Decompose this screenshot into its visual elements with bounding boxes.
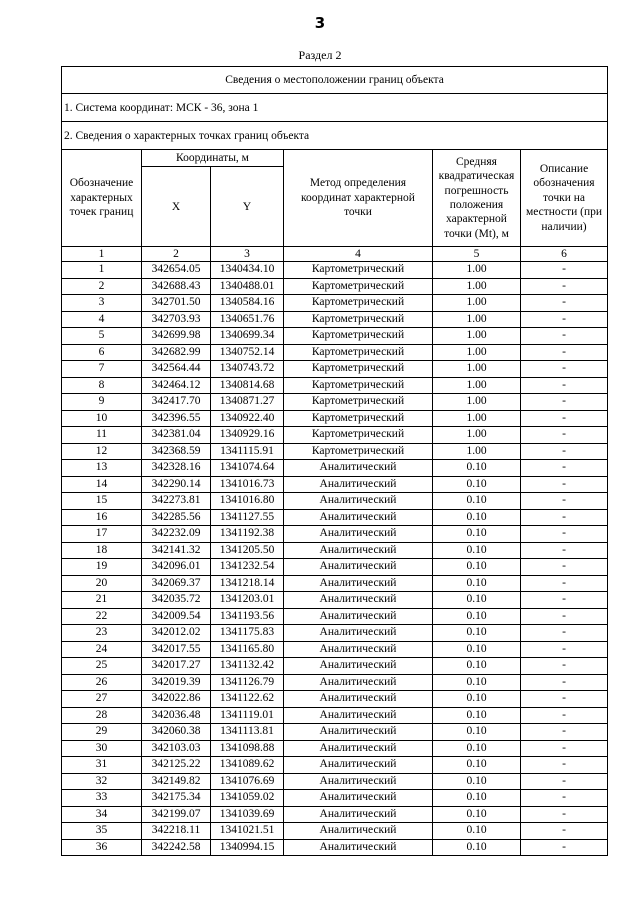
y-coordinate-cell: 1341205.50	[211, 542, 284, 559]
y-coordinate-cell: 1341115.91	[211, 443, 284, 460]
description-cell: -	[521, 806, 608, 823]
point-number-cell: 10	[62, 410, 142, 427]
table-row	[62, 625, 608, 642]
table-row	[62, 526, 608, 543]
method-cell: Аналитический	[284, 724, 433, 741]
point-number-cell: 7	[62, 361, 142, 378]
description-cell: -	[521, 394, 608, 411]
description-cell: -	[521, 575, 608, 592]
method-cell: Картометрический	[284, 344, 433, 361]
method-cell: Картометрический	[284, 262, 433, 279]
description-cell: -	[521, 344, 608, 361]
error-cell: 1.00	[433, 443, 521, 460]
x-coordinate-cell: 342103.03	[142, 740, 211, 757]
table-row	[62, 344, 608, 361]
x-coordinate-cell: 342019.39	[142, 674, 211, 691]
point-number-cell: 8	[62, 377, 142, 394]
table-row	[62, 608, 608, 625]
description-cell: -	[521, 740, 608, 757]
table-row	[62, 740, 608, 757]
point-number-cell: 27	[62, 691, 142, 708]
method-cell: Аналитический	[284, 658, 433, 675]
description-cell: -	[521, 790, 608, 807]
point-number-cell: 28	[62, 707, 142, 724]
x-coordinate-cell: 342564.44	[142, 361, 211, 378]
table-row	[62, 361, 608, 378]
error-cell: 0.10	[433, 707, 521, 724]
point-number-cell: 30	[62, 740, 142, 757]
method-cell: Аналитический	[284, 542, 433, 559]
error-cell: 0.10	[433, 823, 521, 840]
point-number-cell: 17	[62, 526, 142, 543]
header-y: Y	[211, 167, 284, 247]
point-number-cell: 22	[62, 608, 142, 625]
method-cell: Аналитический	[284, 575, 433, 592]
error-cell: 0.10	[433, 740, 521, 757]
error-cell: 0.10	[433, 773, 521, 790]
error-cell: 1.00	[433, 278, 521, 295]
x-coordinate-cell: 342096.01	[142, 559, 211, 576]
point-number-cell: 4	[62, 311, 142, 328]
method-cell: Аналитический	[284, 790, 433, 807]
x-coordinate-cell: 342017.27	[142, 658, 211, 675]
point-number-cell: 24	[62, 641, 142, 658]
table-row	[62, 724, 608, 741]
x-coordinate-cell: 342175.34	[142, 790, 211, 807]
method-cell: Аналитический	[284, 740, 433, 757]
point-number-cell: 31	[62, 757, 142, 774]
error-cell: 0.10	[433, 509, 521, 526]
point-number-cell: 26	[62, 674, 142, 691]
point-number-cell: 11	[62, 427, 142, 444]
point-number-cell: 21	[62, 592, 142, 609]
y-coordinate-cell: 1340994.15	[211, 839, 284, 856]
description-cell: -	[521, 377, 608, 394]
description-cell: -	[521, 592, 608, 609]
point-number-cell: 18	[62, 542, 142, 559]
x-coordinate-cell: 342036.48	[142, 707, 211, 724]
error-cell: 0.10	[433, 641, 521, 658]
table-row	[62, 443, 608, 460]
x-coordinate-cell: 342285.56	[142, 509, 211, 526]
table-row	[62, 757, 608, 774]
y-coordinate-cell: 1341016.73	[211, 476, 284, 493]
method-cell: Аналитический	[284, 625, 433, 642]
point-number-cell: 20	[62, 575, 142, 592]
method-cell: Аналитический	[284, 592, 433, 609]
x-coordinate-cell: 342242.58	[142, 839, 211, 856]
x-coordinate-cell: 342654.05	[142, 262, 211, 279]
error-cell: 1.00	[433, 344, 521, 361]
x-coordinate-cell: 342368.59	[142, 443, 211, 460]
method-cell: Картометрический	[284, 295, 433, 312]
y-coordinate-cell: 1340814.68	[211, 377, 284, 394]
point-number-cell: 25	[62, 658, 142, 675]
y-coordinate-cell: 1340743.72	[211, 361, 284, 378]
y-coordinate-cell: 1341165.80	[211, 641, 284, 658]
error-cell: 0.10	[433, 493, 521, 510]
description-cell: -	[521, 757, 608, 774]
error-cell: 1.00	[433, 394, 521, 411]
description-cell: -	[521, 823, 608, 840]
y-coordinate-cell: 1340699.34	[211, 328, 284, 345]
y-coordinate-cell: 1341132.42	[211, 658, 284, 675]
header-point-designation: Обозначение характерных точек границ	[62, 150, 142, 247]
x-coordinate-cell: 342069.37	[142, 575, 211, 592]
error-cell: 1.00	[433, 262, 521, 279]
y-coordinate-cell: 1340929.16	[211, 427, 284, 444]
description-cell: -	[521, 476, 608, 493]
method-cell: Аналитический	[284, 559, 433, 576]
table-row	[62, 427, 608, 444]
description-cell: -	[521, 542, 608, 559]
y-coordinate-cell: 1341122.62	[211, 691, 284, 708]
y-coordinate-cell: 1340434.10	[211, 262, 284, 279]
error-cell: 0.10	[433, 625, 521, 642]
description-cell: -	[521, 427, 608, 444]
description-cell: -	[521, 443, 608, 460]
table-row	[62, 839, 608, 856]
description-cell: -	[521, 658, 608, 675]
y-coordinate-cell: 1341039.69	[211, 806, 284, 823]
header-description: Описание обозначения точки на местности (при наличии)	[521, 150, 608, 247]
table-row	[62, 575, 608, 592]
point-number-cell: 2	[62, 278, 142, 295]
table-row	[62, 394, 608, 411]
method-cell: Аналитический	[284, 757, 433, 774]
method-cell: Картометрический	[284, 377, 433, 394]
point-number-cell: 23	[62, 625, 142, 642]
x-coordinate-cell: 342035.72	[142, 592, 211, 609]
method-cell: Аналитический	[284, 773, 433, 790]
method-cell: Аналитический	[284, 641, 433, 658]
x-coordinate-cell: 342464.12	[142, 377, 211, 394]
y-coordinate-cell: 1341021.51	[211, 823, 284, 840]
description-cell: -	[521, 674, 608, 691]
table-row	[62, 542, 608, 559]
y-coordinate-cell: 1341113.81	[211, 724, 284, 741]
description-cell: -	[521, 707, 608, 724]
point-number-cell: 33	[62, 790, 142, 807]
description-cell: -	[521, 773, 608, 790]
y-coordinate-cell: 1340651.76	[211, 311, 284, 328]
table-row	[62, 790, 608, 807]
page-number: 3	[314, 14, 326, 32]
description-cell: -	[521, 839, 608, 856]
x-coordinate-cell: 342417.70	[142, 394, 211, 411]
description-cell: -	[521, 410, 608, 427]
column-number: 2	[142, 247, 211, 262]
x-coordinate-cell: 342273.81	[142, 493, 211, 510]
error-cell: 1.00	[433, 328, 521, 345]
section-title: Раздел 2	[298, 48, 342, 62]
method-cell: Аналитический	[284, 806, 433, 823]
y-coordinate-cell: 1340584.16	[211, 295, 284, 312]
error-cell: 0.10	[433, 476, 521, 493]
y-coordinate-cell: 1340752.14	[211, 344, 284, 361]
x-coordinate-cell: 342701.50	[142, 295, 211, 312]
table-row	[62, 707, 608, 724]
error-cell: 0.10	[433, 691, 521, 708]
method-cell: Картометрический	[284, 443, 433, 460]
point-number-cell: 34	[62, 806, 142, 823]
column-number: 4	[284, 247, 433, 262]
table-row	[62, 823, 608, 840]
y-coordinate-cell: 1341119.01	[211, 707, 284, 724]
table-row	[62, 806, 608, 823]
method-cell: Картометрический	[284, 410, 433, 427]
x-coordinate-cell: 342017.55	[142, 641, 211, 658]
table-row	[62, 658, 608, 675]
y-coordinate-cell: 1341232.54	[211, 559, 284, 576]
error-cell: 0.10	[433, 674, 521, 691]
table-row	[62, 493, 608, 510]
method-cell: Картометрический	[284, 361, 433, 378]
y-coordinate-cell: 1341089.62	[211, 757, 284, 774]
y-coordinate-cell: 1341127.55	[211, 509, 284, 526]
column-number: 3	[211, 247, 284, 262]
coordinate-system: 1. Система координат: МСК - 36, зона 1	[62, 94, 608, 122]
table-row	[62, 559, 608, 576]
description-cell: -	[521, 361, 608, 378]
header-x: X	[142, 167, 211, 247]
method-cell: Аналитический	[284, 526, 433, 543]
description-cell: -	[521, 262, 608, 279]
point-number-cell: 9	[62, 394, 142, 411]
x-coordinate-cell: 342682.99	[142, 344, 211, 361]
table-row	[62, 278, 608, 295]
description-cell: -	[521, 559, 608, 576]
description-cell: -	[521, 641, 608, 658]
y-coordinate-cell: 1340922.40	[211, 410, 284, 427]
error-cell: 1.00	[433, 410, 521, 427]
y-coordinate-cell: 1341098.88	[211, 740, 284, 757]
description-cell: -	[521, 460, 608, 477]
point-number-cell: 16	[62, 509, 142, 526]
error-cell: 0.10	[433, 460, 521, 477]
x-coordinate-cell: 342009.54	[142, 608, 211, 625]
point-number-cell: 14	[62, 476, 142, 493]
x-coordinate-cell: 342218.11	[142, 823, 211, 840]
x-coordinate-cell: 342022.86	[142, 691, 211, 708]
point-number-cell: 29	[62, 724, 142, 741]
point-number-cell: 5	[62, 328, 142, 345]
error-cell: 1.00	[433, 361, 521, 378]
x-coordinate-cell: 342699.98	[142, 328, 211, 345]
column-number: 5	[433, 247, 521, 262]
method-cell: Аналитический	[284, 707, 433, 724]
y-coordinate-cell: 1341193.56	[211, 608, 284, 625]
y-coordinate-cell: 1340871.27	[211, 394, 284, 411]
method-cell: Аналитический	[284, 608, 433, 625]
error-cell: 1.00	[433, 295, 521, 312]
error-cell: 0.10	[433, 790, 521, 807]
table-row	[62, 328, 608, 345]
method-cell: Аналитический	[284, 674, 433, 691]
x-coordinate-cell: 342125.22	[142, 757, 211, 774]
method-cell: Аналитический	[284, 691, 433, 708]
x-coordinate-cell: 342381.04	[142, 427, 211, 444]
error-cell: 1.00	[433, 377, 521, 394]
table-row	[62, 691, 608, 708]
error-cell: 1.00	[433, 427, 521, 444]
y-coordinate-cell: 1341074.64	[211, 460, 284, 477]
table-row	[62, 476, 608, 493]
x-coordinate-cell: 342232.09	[142, 526, 211, 543]
error-cell: 0.10	[433, 658, 521, 675]
column-number: 6	[521, 247, 608, 262]
error-cell: 0.10	[433, 806, 521, 823]
method-cell: Аналитический	[284, 823, 433, 840]
point-number-cell: 15	[62, 493, 142, 510]
table-row	[62, 674, 608, 691]
description-cell: -	[521, 526, 608, 543]
error-cell: 0.10	[433, 592, 521, 609]
point-number-cell: 13	[62, 460, 142, 477]
description-cell: -	[521, 724, 608, 741]
y-coordinate-cell: 1341218.14	[211, 575, 284, 592]
error-cell: 0.10	[433, 608, 521, 625]
error-cell: 0.10	[433, 559, 521, 576]
x-coordinate-cell: 342396.55	[142, 410, 211, 427]
description-cell: -	[521, 509, 608, 526]
table-row	[62, 262, 608, 279]
point-number-cell: 32	[62, 773, 142, 790]
point-number-cell: 35	[62, 823, 142, 840]
header-method: Метод определения координат характерной точки	[284, 150, 433, 247]
point-number-cell: 19	[62, 559, 142, 576]
x-coordinate-cell: 342703.93	[142, 311, 211, 328]
error-cell: 0.10	[433, 757, 521, 774]
y-coordinate-cell: 1341059.02	[211, 790, 284, 807]
method-cell: Аналитический	[284, 493, 433, 510]
error-cell: 0.10	[433, 542, 521, 559]
point-number-cell: 12	[62, 443, 142, 460]
description-cell: -	[521, 311, 608, 328]
error-cell: 0.10	[433, 526, 521, 543]
x-coordinate-cell: 342149.82	[142, 773, 211, 790]
error-cell: 0.10	[433, 724, 521, 741]
column-number: 1	[62, 247, 142, 262]
point-number-cell: 6	[62, 344, 142, 361]
method-cell: Картометрический	[284, 328, 433, 345]
x-coordinate-cell: 342012.02	[142, 625, 211, 642]
y-coordinate-cell: 1341076.69	[211, 773, 284, 790]
method-cell: Картометрический	[284, 311, 433, 328]
method-cell: Аналитический	[284, 460, 433, 477]
table-row	[62, 773, 608, 790]
table-row	[62, 509, 608, 526]
x-coordinate-cell: 342290.14	[142, 476, 211, 493]
description-cell: -	[521, 608, 608, 625]
boundary-points-table	[61, 66, 608, 856]
method-cell: Аналитический	[284, 509, 433, 526]
y-coordinate-cell: 1341175.83	[211, 625, 284, 642]
y-coordinate-cell: 1341016.80	[211, 493, 284, 510]
table-title: Сведения о местоположении границ объекта	[62, 67, 608, 94]
table-row	[62, 641, 608, 658]
table-row	[62, 460, 608, 477]
point-number-cell: 36	[62, 839, 142, 856]
table-row	[62, 295, 608, 312]
y-coordinate-cell: 1340488.01	[211, 278, 284, 295]
table-row	[62, 311, 608, 328]
y-coordinate-cell: 1341203.01	[211, 592, 284, 609]
points-heading: 2. Сведения о характерных точках границ объекта	[62, 122, 608, 150]
description-cell: -	[521, 278, 608, 295]
x-coordinate-cell: 342199.07	[142, 806, 211, 823]
error-cell: 0.10	[433, 575, 521, 592]
method-cell: Аналитический	[284, 476, 433, 493]
method-cell: Картометрический	[284, 278, 433, 295]
x-coordinate-cell: 342328.16	[142, 460, 211, 477]
header-coordinates: Координаты, м	[142, 150, 284, 167]
table-row	[62, 592, 608, 609]
error-cell: 0.10	[433, 839, 521, 856]
method-cell: Картометрический	[284, 427, 433, 444]
point-number-cell: 3	[62, 295, 142, 312]
error-cell: 1.00	[433, 311, 521, 328]
x-coordinate-cell: 342141.32	[142, 542, 211, 559]
description-cell: -	[521, 328, 608, 345]
x-coordinate-cell: 342688.43	[142, 278, 211, 295]
description-cell: -	[521, 691, 608, 708]
description-cell: -	[521, 493, 608, 510]
y-coordinate-cell: 1341192.38	[211, 526, 284, 543]
table-row	[62, 410, 608, 427]
method-cell: Аналитический	[284, 839, 433, 856]
x-coordinate-cell: 342060.38	[142, 724, 211, 741]
description-cell: -	[521, 625, 608, 642]
table-row	[62, 377, 608, 394]
description-cell: -	[521, 295, 608, 312]
point-number-cell: 1	[62, 262, 142, 279]
method-cell: Картометрический	[284, 394, 433, 411]
header-error: Средняя квадратическая погрешность положения характерной точки (Mt), м	[433, 150, 521, 247]
y-coordinate-cell: 1341126.79	[211, 674, 284, 691]
